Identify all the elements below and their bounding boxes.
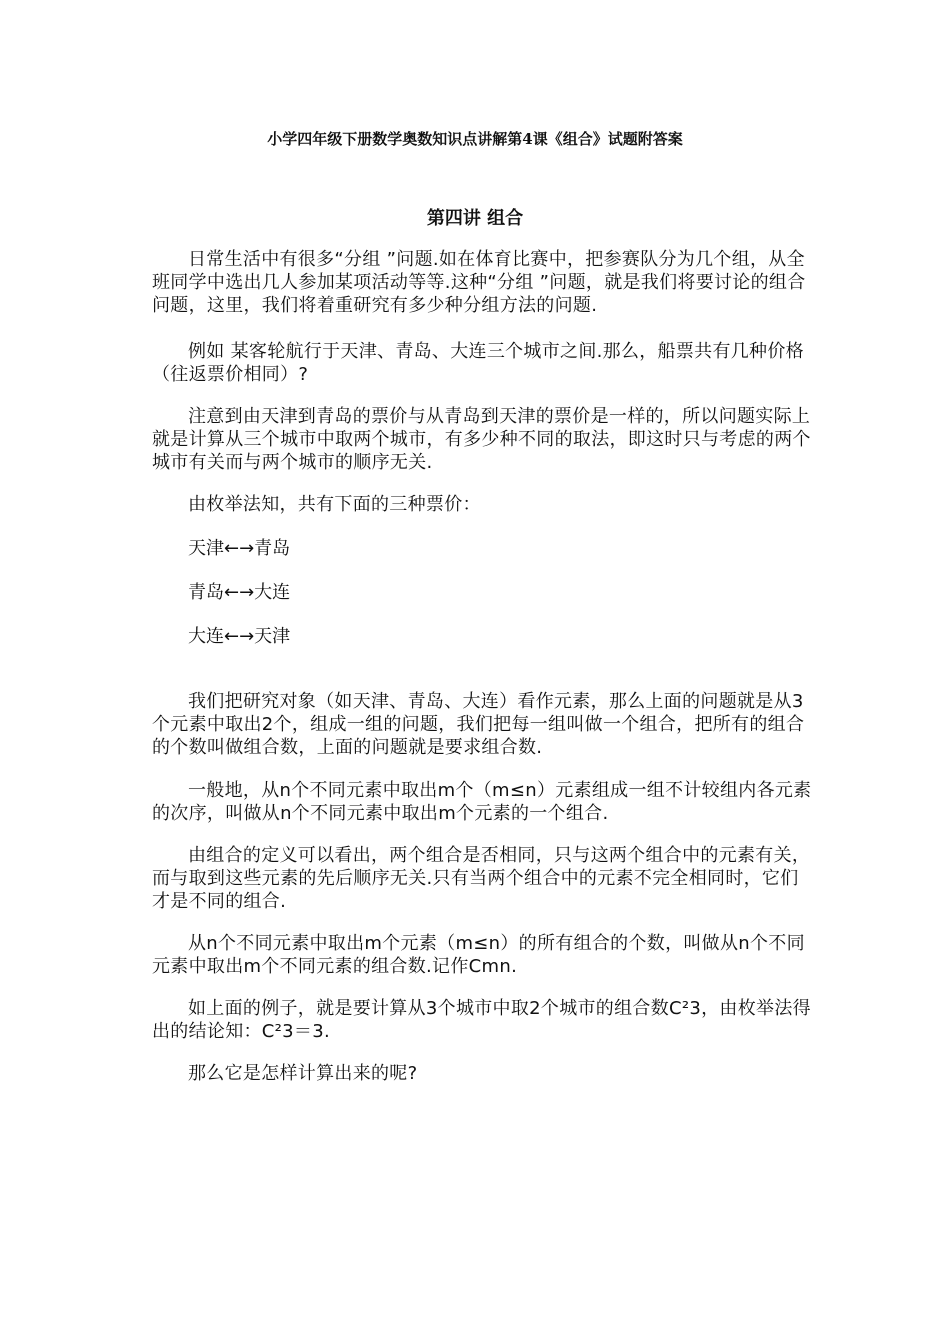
paragraph-elements: 我们把研究对象（如天津、青岛、大连）看作元素，那么上面的问题就是从3个元素中取出2个，组成一组的问题，我们把每一组叫做一个组合，把所有的组合的个数叫做组合数，上面的问题就是要求组合数. — [152, 691, 805, 758]
paragraph-combination-number: 从n个不同元素中取出m个元素（m≤n）的所有组合的个数，叫做从n个不同元素中取出m个不同元素的组合数.记作Cmn. — [152, 933, 805, 977]
document-title: 小学四年级下册数学奥数知识点讲解第4课《组合》试题附答案 — [267, 130, 683, 148]
route-item: 青岛←→大连 — [188, 582, 291, 603]
lecture-title: 第四讲 组合 — [426, 208, 524, 229]
route-item: 天津←→青岛 — [188, 538, 291, 559]
paragraph-analysis: 注意到由天津到青岛的票价与从青岛到天津的票价是一样的，所以问题实际上就是计算从三个城市中取两个城市，有多少种不同的取法，即这时只与考虑的两个城市有关而与两个城市的顺序无关. — [152, 406, 811, 473]
route-item: 大连←→天津 — [188, 626, 291, 647]
paragraph-example-result: 如上面的例子，就是要计算从3个城市中取2个城市的组合数C²3，由枚举法得出的结论知：C²3＝3. — [152, 998, 811, 1042]
paragraph-example: 例如 某客轮航行于天津、青岛、大连三个城市之间.那么，船票共有几种价格（往返票价相同）? — [152, 341, 804, 385]
paragraph-intro: 日常生活中有很多“分组 ”问题.如在体育比赛中，把参赛队分为几个组，从全班同学中选出几人参加某项活动等等.这种“分组 ”问题，就是我们将要讨论的组合问题，这里，我们将着重研究有多少种分组方法的问题. — [152, 249, 806, 316]
paragraph-equality: 由组合的定义可以看出，两个组合是否相同，只与这两个组合中的元素有关，而与取到这些元素的先后顺序无关.只有当两个组合中的元素不完全相同时，它们才是不同的组合. — [152, 845, 811, 912]
paragraph-question: 那么它是怎样计算出来的呢? — [188, 1063, 418, 1084]
paragraph-enumeration: 由枚举法知，共有下面的三种票价： — [188, 494, 481, 515]
paragraph-definition: 一般地，从n个不同元素中取出m个（m≤n）元素组成一组不计较组内各元素的次序，叫做从n个不同元素中取出m个元素的一个组合. — [152, 780, 812, 824]
